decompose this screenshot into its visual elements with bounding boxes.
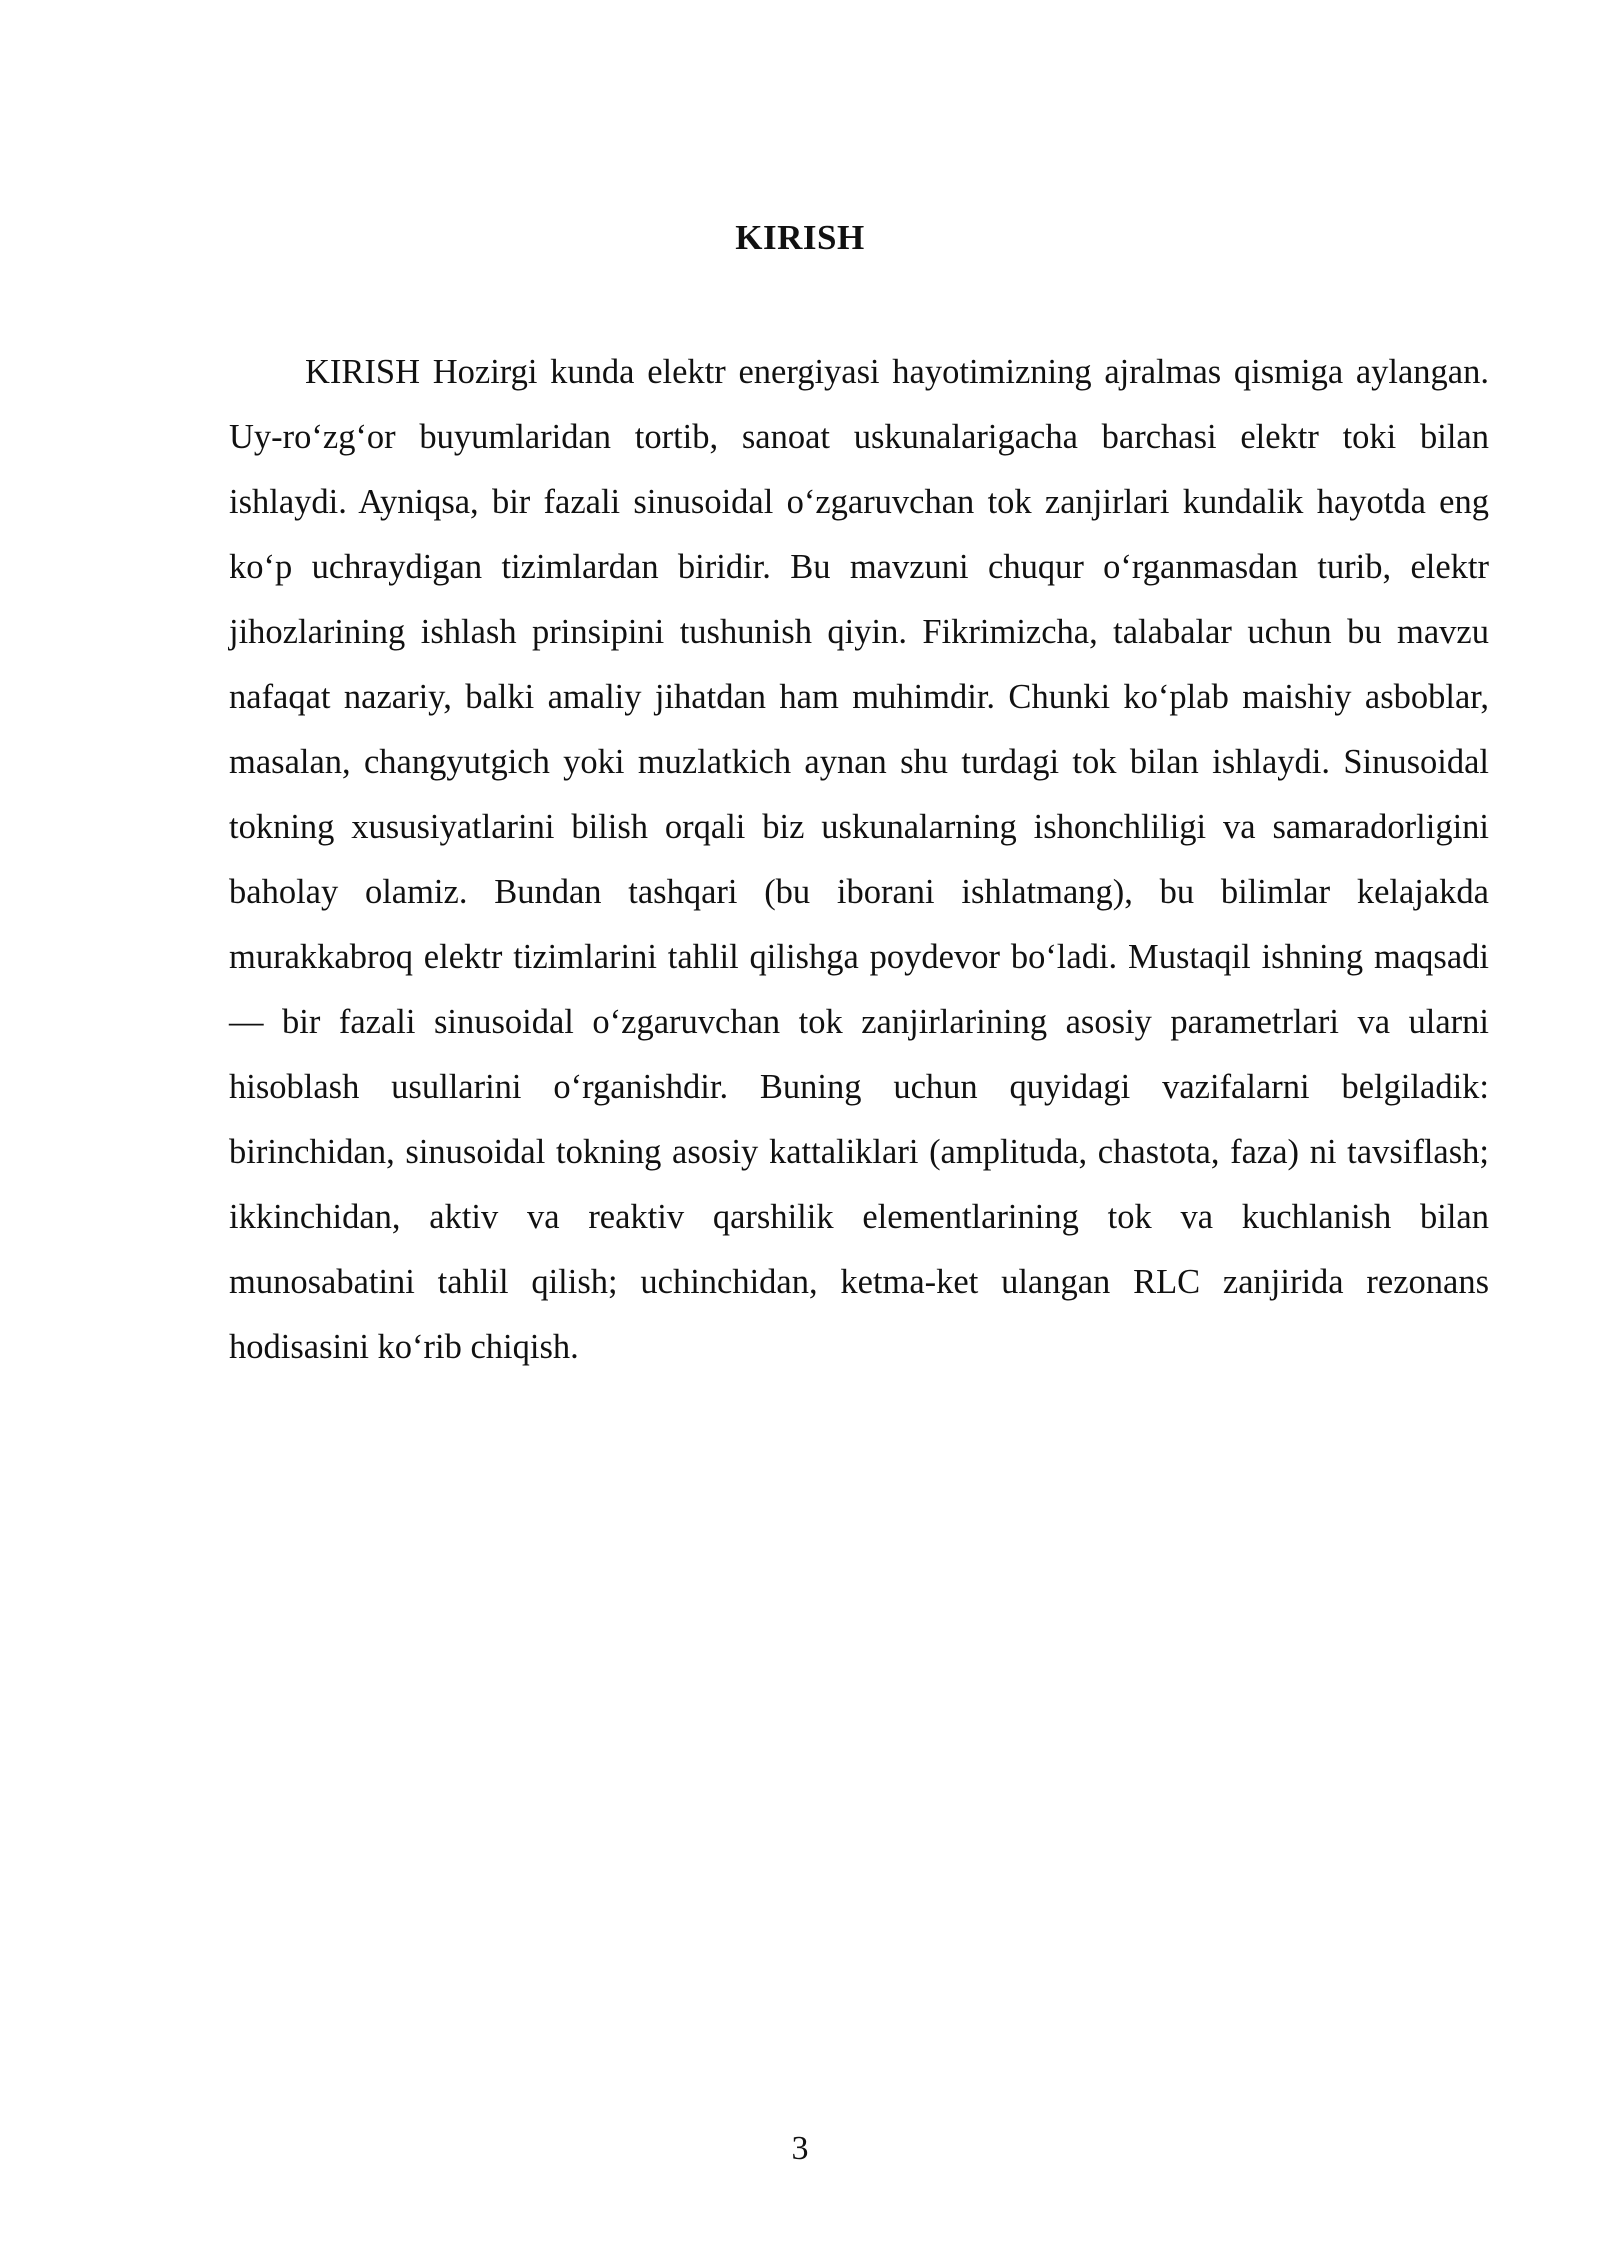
page-title: KIRISH	[735, 218, 865, 257]
body-paragraph: KIRISH Hozirgi kunda elektr energiyasi hayotimizning ajralmas qismiga aylangan. Uy-ro‘zg‘or buyumlaridan tortib, sanoat uskunalarigacha barchasi elektr toki bilan ishlaydi. Ayniqsa, bir fazali sinusoidal o‘zgaruvchan tok zanjirlari kundalik hayotda eng ko‘p uchraydigan tizimlardan biridir. Bu mavzuni chuqur o‘rganmasdan turib, elektr jihozlarining ishlash prinsipini tushunish qiyin. Fikrimizcha, talabalar uchun bu mavzu nafaqat nazariy, balki amaliy jihatdan ham muhimdir. Chunki ko‘plab maishiy asboblar, masalan, changyutgich yoki muzlatkich aynan shu turdagi tok bilan ishlaydi. Sinusoidal tokning xususiyatlarini bilish orqali biz uskunalarning ishonchliligi va samaradorligini baholay olamiz. Bundan tashqari (bu iborani ishlatmang), bu bilimlar kelajakda murakkabroq elektr tizimlarini tahlil qilishga poydevor bo‘ladi. Mustaqil ishning maqsadi — bir fazali sinusoidal o‘zgaruvchan tok zanjirlarining asosiy parametrlari va ularni hisoblash usullarini o‘rganishdir. Buning uchun quyidagi vazifalarni belgiladik: birinchidan, sinusoidal tokning asosiy kattaliklari (amplituda, chastota, faza) ni tavsiflash; ikkinchidan, aktiv va reaktiv qarshilik elementlarining tok va kuchlanish bilan munosabatini tahlil qilish; uchinchidan, ketma-ket ulangan RLC zanjirida rezonans hodisasini ko‘rib chiqish.	[229, 353, 1489, 1366]
page-number: 3	[791, 2130, 809, 2167]
